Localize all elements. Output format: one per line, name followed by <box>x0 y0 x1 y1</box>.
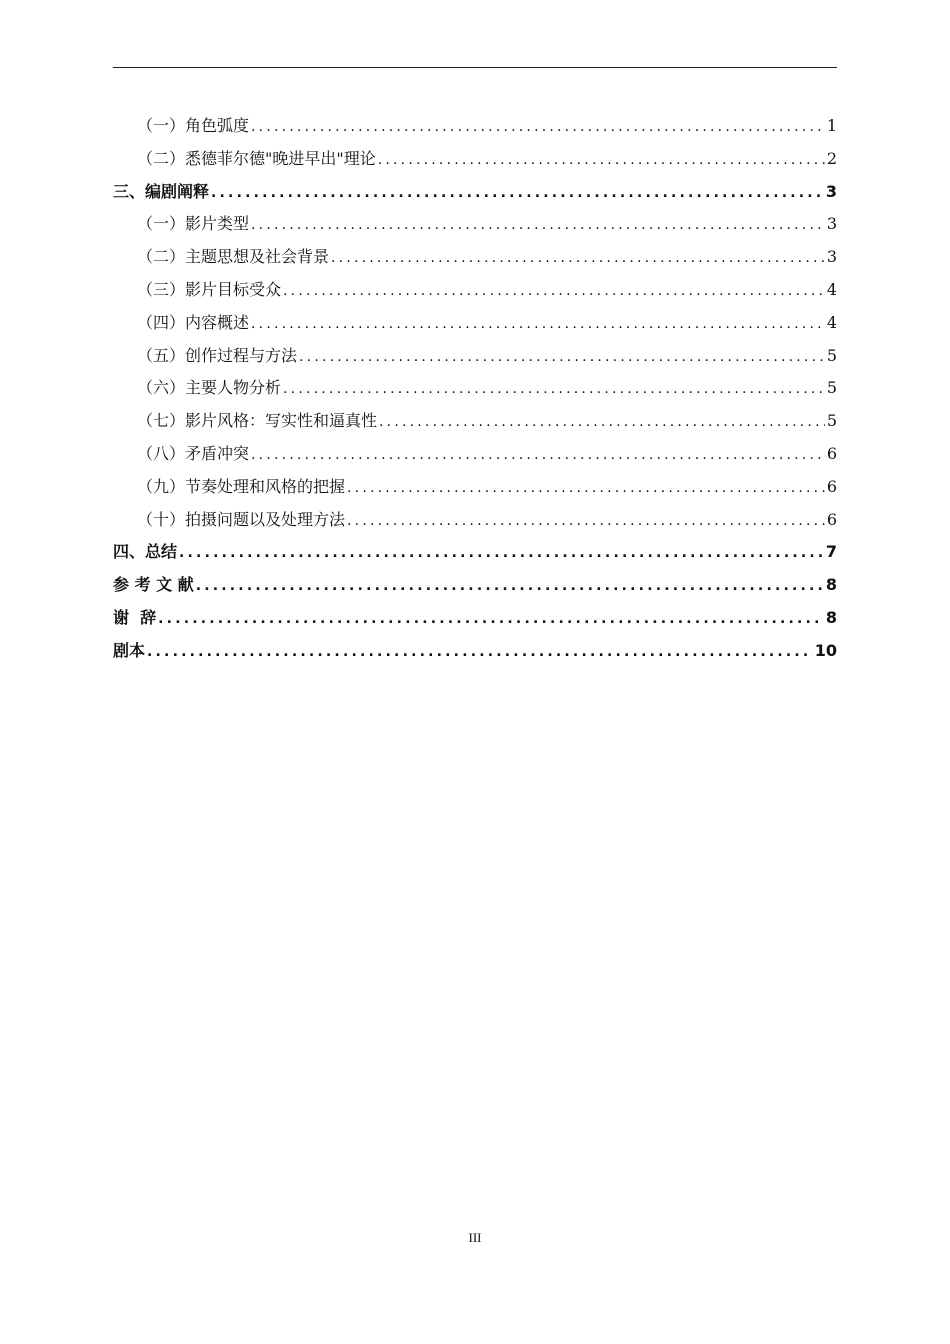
toc-entry-page: 3 <box>826 214 837 234</box>
toc-entry-title: （六）主要人物分析 <box>137 378 282 398</box>
toc-entry-title: （九）节奏处理和风格的把握 <box>137 476 346 496</box>
dot-leader <box>196 570 824 603</box>
dot-leader <box>158 603 824 636</box>
toc-entry-page: 6 <box>826 476 837 496</box>
toc-entry[interactable] <box>113 143 837 176</box>
toc-entry-page: 5 <box>826 345 837 365</box>
toc-entry[interactable] <box>113 438 837 471</box>
dot-leader <box>251 439 825 472</box>
dot-leader <box>299 341 825 374</box>
dot-leader <box>378 144 825 177</box>
toc-entry[interactable] <box>113 208 837 241</box>
toc-entry[interactable] <box>113 241 837 274</box>
toc-entry-title: （十）拍摄问题以及处理方法 <box>137 509 346 529</box>
toc-entry[interactable] <box>113 569 837 602</box>
toc-entry-title: （二）主题思想及社会背景 <box>137 247 330 267</box>
toc-entry[interactable] <box>113 307 837 340</box>
table-of-contents <box>113 110 837 668</box>
toc-entry-page: 6 <box>826 509 837 529</box>
toc-entry-page: 6 <box>826 443 837 463</box>
toc-entry-page: 8 <box>825 575 837 595</box>
toc-entry[interactable] <box>113 176 837 209</box>
toc-entry-page: 3 <box>826 247 837 267</box>
dot-leader <box>251 209 825 242</box>
toc-entry[interactable] <box>113 372 837 405</box>
dot-leader <box>283 275 825 308</box>
toc-entry-title: （五）创作过程与方法 <box>137 345 298 365</box>
toc-entry-page: 4 <box>826 312 837 332</box>
toc-entry-page: 8 <box>825 607 837 627</box>
dot-leader <box>179 537 824 570</box>
toc-entry-page: 4 <box>826 279 837 299</box>
toc-entry-title: 剧本 <box>113 640 146 660</box>
toc-entry-page: 1 <box>826 116 837 135</box>
toc-entry-title: （七）影片风格：写实性和逼真性 <box>137 411 378 431</box>
toc-entry-page: 3 <box>825 181 837 201</box>
toc-entry-page: 7 <box>825 542 837 562</box>
toc-entry-title: 谢 辞 <box>113 607 157 627</box>
toc-entry[interactable] <box>113 110 837 143</box>
dot-leader <box>379 406 825 439</box>
toc-entry[interactable] <box>113 471 837 504</box>
dot-leader <box>347 505 825 538</box>
toc-entry[interactable] <box>113 536 837 569</box>
toc-entry[interactable] <box>113 405 837 438</box>
toc-entry-title: 四、总结 <box>113 542 178 562</box>
toc-entry-title: （一）影片类型 <box>137 214 250 234</box>
toc-entry-title: （二）悉德菲尔德"晚进早出"理论 <box>137 148 376 168</box>
toc-entry-title: （三）影片目标受众 <box>137 279 282 299</box>
toc-entry[interactable] <box>113 340 837 373</box>
toc-entry[interactable] <box>113 635 837 668</box>
toc-entry-title: （一）角色弧度 <box>137 116 250 135</box>
toc-entry-page: 5 <box>826 411 837 431</box>
dot-leader <box>251 111 825 144</box>
toc-entry-title: （四）内容概述 <box>137 312 250 332</box>
dot-leader <box>147 636 813 669</box>
dot-leader <box>251 308 825 341</box>
toc-entry[interactable] <box>113 274 837 307</box>
toc-entry-page: 5 <box>826 378 837 398</box>
toc-entry[interactable] <box>113 602 837 635</box>
toc-entry-page: 10 <box>814 640 837 660</box>
header-rule <box>113 67 837 68</box>
page-number: III <box>468 1230 482 1245</box>
dot-leader <box>331 242 825 275</box>
toc-entry-title: （八）矛盾冲突 <box>137 443 250 463</box>
dot-leader <box>347 472 825 505</box>
dot-leader <box>211 177 824 210</box>
toc-entry[interactable] <box>113 504 837 537</box>
toc-entry-title: 三、编剧阐释 <box>113 181 210 201</box>
toc-entry-page: 2 <box>826 148 837 168</box>
toc-entry-title: 参 考 文 献 <box>113 575 194 595</box>
dot-leader <box>283 373 825 406</box>
